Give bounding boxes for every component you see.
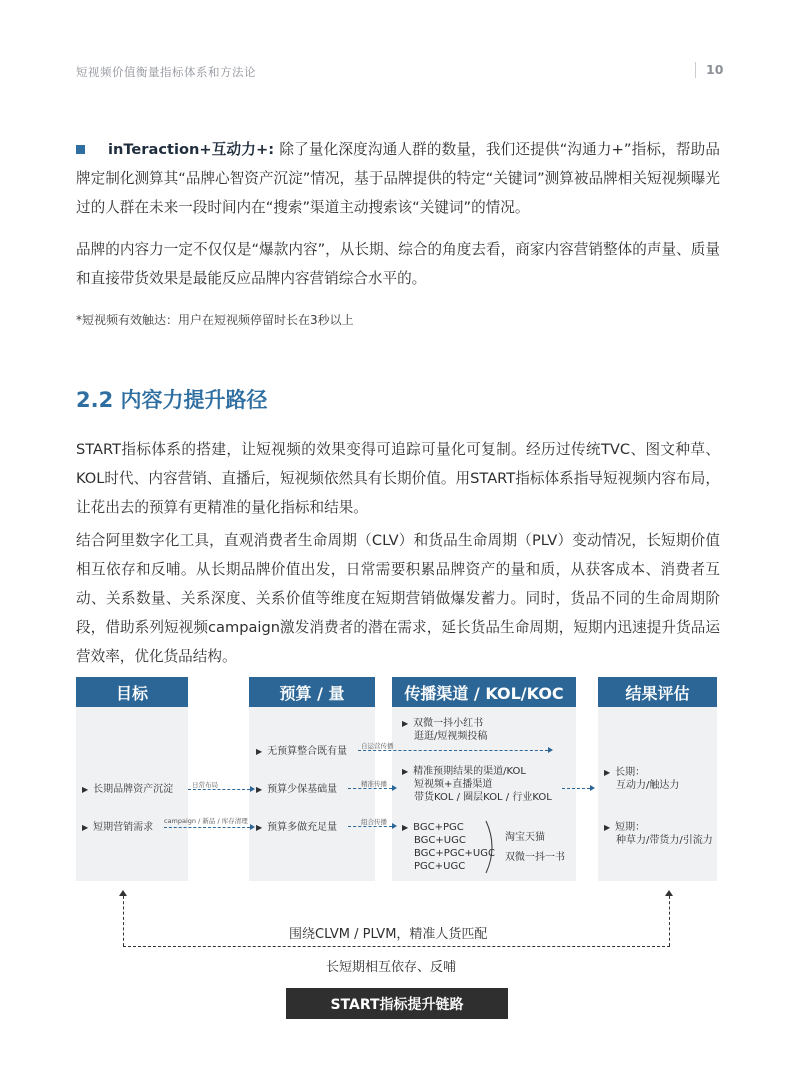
budget-tag-self: 自运营传播 (361, 742, 394, 750)
result-long: ▶ 长期： 互动力/触达力 (604, 767, 680, 791)
budget-item-low: ▶ 预算少保基础量 (256, 784, 338, 795)
interaction-key: inTeraction+互动力+: (108, 141, 280, 158)
channel-side-taobao: 淘宝天猫 (505, 832, 545, 843)
goal-item-long: ▶ 长期品牌资产沉淀 (82, 784, 174, 795)
header-divider (695, 62, 696, 78)
channel-group-3: ▶ BGC+PGC BGC+UGC BGC+PGC+UGC PGC+UGC (402, 822, 495, 872)
budget-tag-precise: 精准传播 (361, 780, 387, 788)
budget-tag-combo: 组合传播 (361, 818, 387, 826)
running-header-title: 短视频价值衡量指标体系和方法论 (76, 65, 256, 79)
triangle-bullet-icon: ▶ (402, 719, 409, 728)
loop-line-right (669, 896, 670, 946)
arrow-budget-none (358, 750, 548, 751)
arrow-budget-low (348, 788, 392, 789)
loop-line-bottom (123, 946, 670, 947)
start-paragraph: START指标体系的搭建，让短视频的效果变得可追踪可量化可复制。经历过传统TVC、图文种草、KOL时代、内容营销、直播后，短视频依然具有长期价值。用START指标体系指导短视频内容布局，让花出去的预算有更精准的量化指标和结果。 (76, 441, 720, 516)
clv-paragraph: 结合阿里数字化工具，直观消费者生命周期（CLV）和货品生命周期（PLV）变动情况，长短期价值相互依存和反哺。从长期品牌价值出发，日常需要积累品牌资产的量和质，从获客成本、消费者互动、关系数量、关系深度、关系价值等维度在短期营销做爆发蓄力。同时，货品不同的生命周期阶段，借助系列短视频campaign激发消费者的潜在需求，延长货品生命周期，短期内迅速提升货品运营效率，优化货品结构。 (76, 532, 720, 665)
arrow-budget-high (348, 826, 392, 827)
footnote: *短视频有效触达：用户在短视频停留时长在3秒以上 (76, 313, 354, 327)
header-result: 结果评估 (598, 677, 717, 707)
header-goal: 目标 (76, 677, 188, 707)
header-channel: 传播渠道 / KOL/KOC (392, 677, 576, 707)
triangle-bullet-icon: ▶ (82, 823, 89, 832)
header-budget: 预算 / 量 (249, 677, 375, 707)
section-title: 2.2 内容力提升路径 (76, 388, 268, 412)
triangle-bullet-icon: ▶ (402, 823, 409, 832)
channel-group-1: ▶ 双微一抖小红书 逛逛/短视频投稿 (402, 718, 488, 742)
content-paragraph: 品牌的内容力一定不仅仅是“爆款内容”，从长期、综合的角度去看，商家内容营销整体的声量、质量和直接带货效果是最能反应品牌内容营销综合水平的。 (76, 241, 720, 287)
budget-item-none: ▶ 无预算整合既有量 (256, 746, 348, 757)
loop-label-match: 围绕CLVM / PLVM，精准人货匹配 (283, 923, 493, 942)
page-number: 10 (706, 62, 724, 77)
triangle-bullet-icon: ▶ (604, 768, 611, 777)
goal-item-short: ▶ 短期营销需求 (82, 822, 154, 833)
result-short: ▶ 短期： 种草力/带货力/引流力 (604, 822, 713, 846)
arrow-goal-short (164, 827, 250, 828)
triangle-bullet-icon: ▶ (256, 785, 263, 794)
loop-line-left (123, 896, 124, 946)
interaction-text: 除了量化深度沟通人群的数量，我们还提供“沟通力+”指标，帮助品牌定制化测算其“品牌心智资产沉淀”情况，基于品牌提供的特定“关键词”测算被品牌相关短视频曝光过的人群在未来一段时间内在“搜索”渠道主动搜索该“关键词”的情况。 (76, 141, 720, 216)
triangle-bullet-icon: ▶ (82, 785, 89, 794)
goal-tag-campaign: campaign / 新品 / 库存清理 (164, 817, 248, 825)
triangle-bullet-icon: ▶ (604, 823, 611, 832)
channel-side-weibo: 双微一抖一书 (505, 852, 565, 863)
brace-bracket-icon (484, 819, 500, 875)
triangle-bullet-icon: ▶ (256, 823, 263, 832)
diagram-footer-title: START指标提升链路 (286, 988, 508, 1019)
goal-tag-daily: 日常布局 (192, 781, 218, 789)
loop-label-feedback: 长短期相互依存、反哺 (320, 956, 462, 975)
triangle-bullet-icon: ▶ (256, 747, 263, 756)
budget-item-high: ▶ 预算多做充足量 (256, 822, 338, 833)
channel-group-2: ▶ 精准预期结果的渠道/KOL 短视频+直播渠道 带货KOL / 圈层KOL / 行业KOL (402, 766, 552, 803)
triangle-bullet-icon: ▶ (402, 767, 409, 776)
arrow-goal-long (188, 789, 250, 790)
arrow-channel-result (562, 788, 590, 789)
interaction-paragraph (76, 135, 720, 222)
panel-result (598, 707, 717, 881)
